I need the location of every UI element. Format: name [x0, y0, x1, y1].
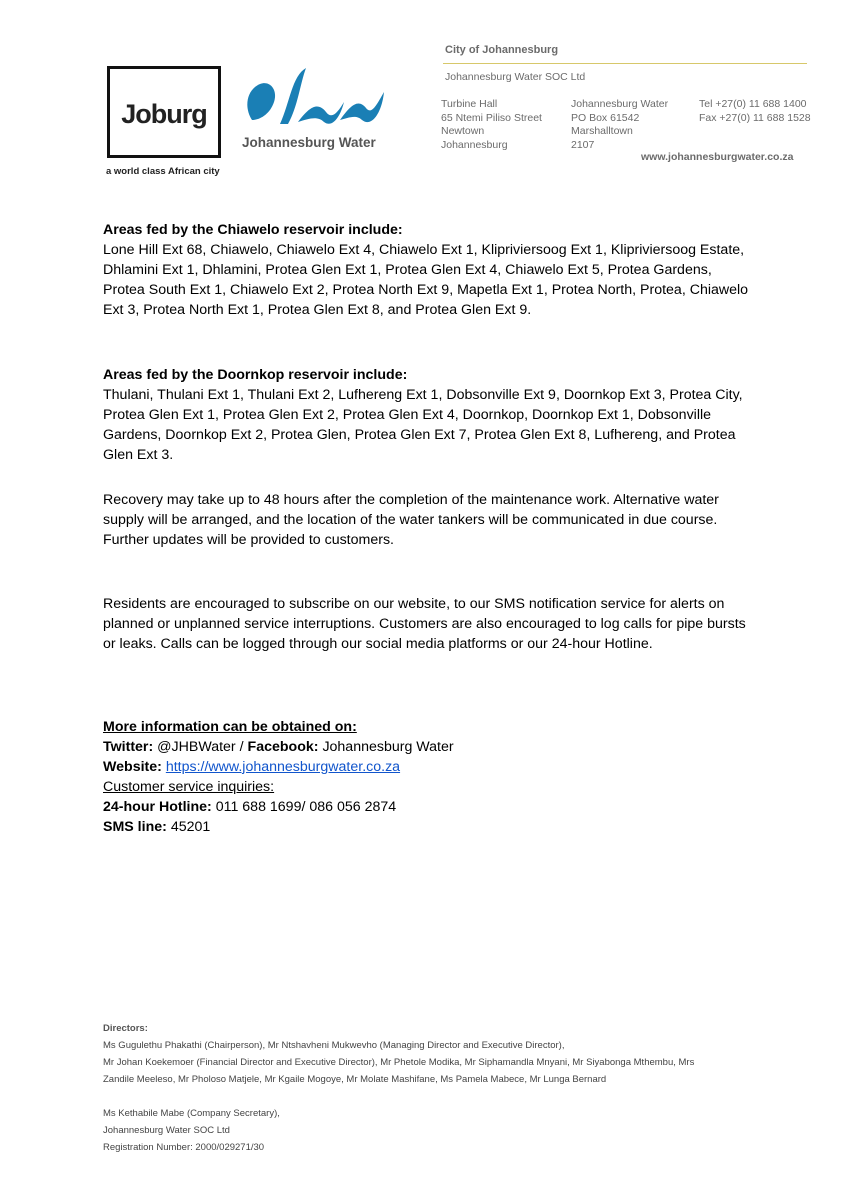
joburg-logo-text: Joburg: [121, 99, 207, 129]
letterhead-website: www.johannesburgwater.co.za: [641, 151, 794, 163]
website-line: [103, 757, 751, 777]
doornkop-heading: Areas fed by the Doornkop reservoir include:: [103, 367, 408, 383]
registration-number: Registration Number: 2000/029271/30: [103, 1142, 265, 1153]
chiawelo-heading: Areas fed by the Chiawelo reservoir include:: [103, 222, 403, 238]
twitter-label: Twitter:: [103, 739, 154, 755]
recovery-text: Recovery may take up to 48 hours after the completion of the maintenance work. Alternative water supply will be arranged, and the location of the water tankers will be communicated in due course. Further updates will be provided to customers.: [103, 492, 719, 548]
more-info-heading: More information can be obtained on:: [103, 719, 357, 735]
letterhead-physical-address: Turbine Hall 65 Ntemi Piliso Street Newtown Johannesburg: [441, 98, 542, 151]
letterhead-contact: Tel +27(0) 11 688 1400 Fax +27(0) 11 688 1528: [699, 98, 811, 124]
directors-line: Mr Johan Koekemoer (Financial Director and Executive Director), Mr Phetole Modika, Mr Siphamandla Mnyani, Mr Siyabonga Mthembu, Mrs: [103, 1057, 695, 1068]
footer-company: Johannesburg Water SOC Ltd: [103, 1125, 230, 1136]
customer-service-heading: Customer service inquiries:: [103, 779, 275, 795]
johannesburg-water-logo-icon: [240, 62, 390, 134]
directors-title: Directors:: [103, 1023, 148, 1034]
letterhead-rule: [443, 63, 807, 64]
hotline-line: [103, 797, 751, 817]
chiawelo-areas: Lone Hill Ext 68, Chiawelo, Chiawelo Ext 4, Chiawelo Ext 1, Klipriviersoog Ext 1, Klipriviersoog Estate, Dhlamini Ext 1, Dhlamini, Protea Glen Ext 1, Protea Glen Ext 4, Chiawelo Ext 5, Protea Gardens, Protea South Ext 1, Chiawelo Ext 2, Protea North Ext 9, Mapetla Ext 1, Protea North, Protea, Chiawelo Ext 3, Protea North Ext 1, Protea Glen Ext 8, and Protea Glen Ext 9.: [103, 242, 749, 318]
letterhead-company: Johannesburg Water SOC Ltd: [445, 71, 586, 83]
sms-label: SMS line:: [103, 819, 167, 835]
johannesburg-water-logo-text: Johannesburg Water: [242, 135, 376, 150]
twitter-handle: @JHBWater: [157, 739, 236, 755]
directors-line: Zandile Meeleso, Mr Pholoso Matjele, Mr Kgaile Mogoye, Mr Molate Mashifane, Ms Pamela Mabece, Mr Lunga Bernard: [103, 1074, 607, 1085]
sms-line: [103, 817, 751, 837]
letterhead-postal-address: Johannesburg Water PO Box 61542 Marshalltown 2107: [571, 98, 669, 151]
company-secretary: Ms Kethabile Mabe (Company Secretary),: [103, 1108, 280, 1119]
website-link[interactable]: https://www.johannesburgwater.co.za: [165, 759, 401, 775]
doornkop-areas: Thulani, Thulani Ext 1, Thulani Ext 2, Lufhereng Ext 1, Dobsonville Ext 9, Doornkop Ext 3, Protea City, Protea Glen Ext 1, Protea Glen Ext 2, Protea Glen Ext 4, Doornkop, Doornkop Ext 1, Dobsonville Gardens, Doornkop Ext 2, Protea Glen, Protea Glen Ext 7, Protea Glen Ext 8, Lufhereng, and Protea Glen Ext 3.: [103, 387, 743, 463]
hotline-label: 24-hour Hotline:: [103, 799, 212, 815]
letterhead-city: City of Johannesburg: [445, 44, 559, 56]
joburg-tagline: a world class African city: [106, 166, 220, 177]
doornkop-section: [103, 365, 751, 465]
company-registration-block: [103, 1105, 280, 1156]
subscribe-paragraph: [103, 594, 751, 654]
sms-number: 45201: [170, 819, 211, 835]
more-info-section: [103, 717, 751, 837]
social-separator: /: [239, 739, 244, 755]
facebook-name: Johannesburg Water: [322, 739, 454, 755]
facebook-label: Facebook:: [247, 739, 319, 755]
joburg-logo: [107, 66, 221, 158]
chiawelo-section: [103, 220, 751, 320]
recovery-paragraph: [103, 490, 751, 550]
subscribe-text: Residents are encouraged to subscribe on our website, to our SMS notification service for alerts on planned or unplanned service interruptions. Customers are also encouraged to log calls for pipe bursts or leaks. Calls can be logged through our social media platforms or our 24-hour Hotline.: [103, 596, 746, 652]
directors-line: Ms Gugulethu Phakathi (Chairperson), Mr Ntshavheni Mukwevho (Managing Director and Executive Director),: [103, 1040, 565, 1051]
website-label: Website:: [103, 759, 162, 775]
social-line: [103, 737, 751, 757]
directors-block: [103, 1020, 694, 1088]
hotline-numbers: 011 688 1699/ 086 056 2874: [215, 799, 397, 815]
